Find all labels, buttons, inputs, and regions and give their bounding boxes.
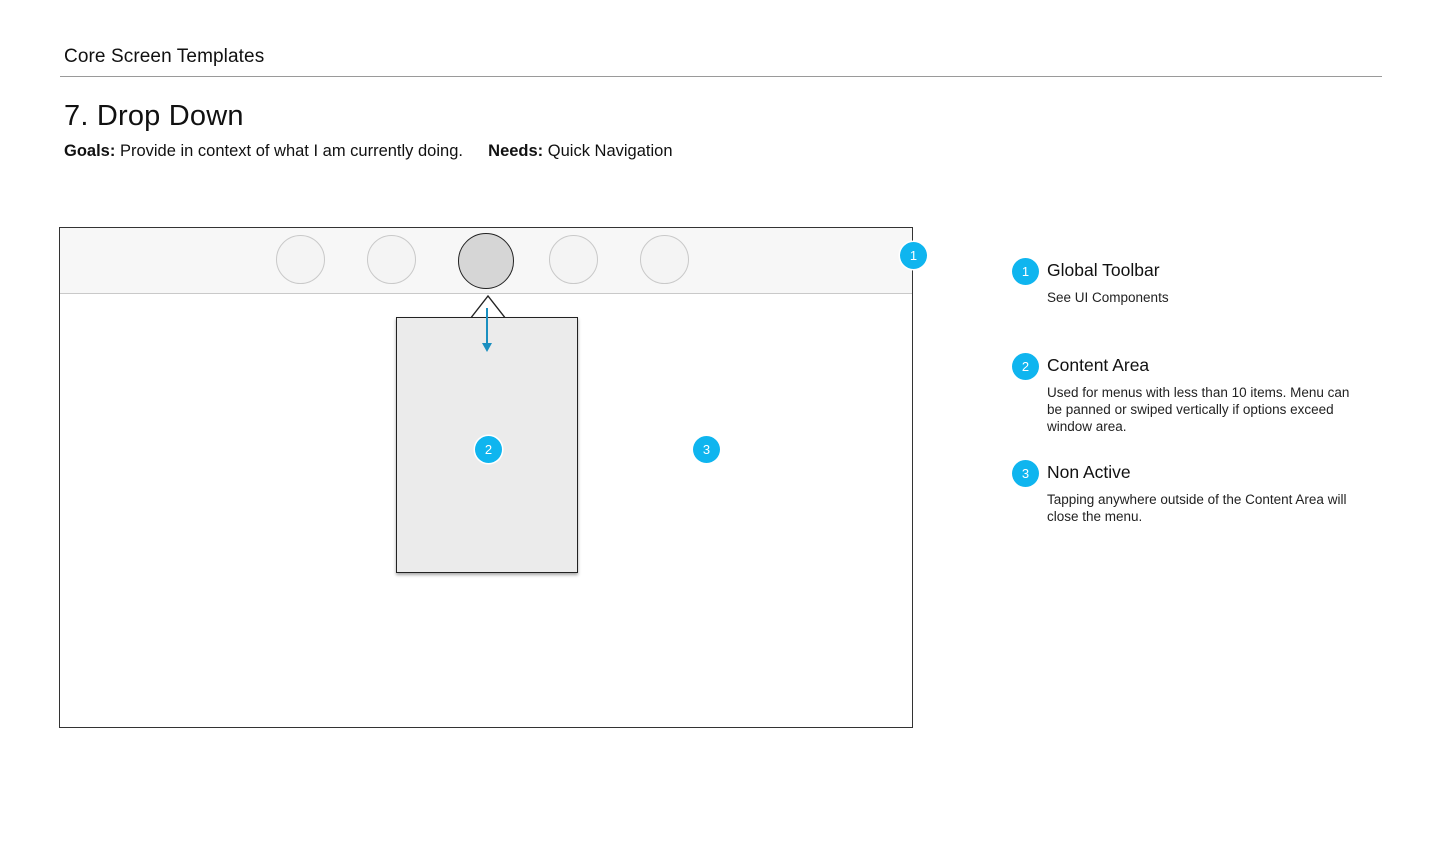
legend-marker-1: 1 <box>1012 258 1039 285</box>
legend-title: Content Area <box>1047 355 1150 375</box>
section-divider <box>60 76 1382 77</box>
goals-label: Goals: <box>64 142 116 160</box>
drop-down-arrow-icon <box>480 307 494 353</box>
goals-needs-line <box>64 142 673 161</box>
needs-text: Quick Navigation <box>547 142 673 160</box>
legend-marker-2: 2 <box>1012 353 1039 380</box>
screen-mockup <box>59 227 918 728</box>
legend-marker-3: 3 <box>1012 460 1039 487</box>
page-title: 7. Drop Down <box>64 100 244 132</box>
needs-label: Needs: <box>488 142 544 160</box>
toolbar-button-4[interactable] <box>549 235 598 284</box>
goals-text: Provide in context of what I am currently doing. <box>119 142 463 160</box>
toolbar-button-2[interactable] <box>367 235 416 284</box>
global-toolbar <box>60 228 912 294</box>
marker-content-area: 2 <box>475 436 502 463</box>
section-title: Core Screen Templates <box>64 46 265 67</box>
toolbar-button-1[interactable] <box>276 235 325 284</box>
toolbar-button-5[interactable] <box>640 235 689 284</box>
legend-title: Global Toolbar <box>1047 260 1160 280</box>
legend-title: Non Active <box>1047 462 1131 482</box>
toolbar-button-3-active[interactable] <box>458 233 514 289</box>
legend-description: Tapping anywhere outside of the Content Area will close the menu. <box>1047 492 1347 524</box>
legend-description: See UI Components <box>1047 290 1169 305</box>
marker-non-active: 3 <box>693 436 720 463</box>
marker-toolbar: 1 <box>900 242 927 269</box>
legend-description: Used for menus with less than 10 items. Menu can be panned or swiped vertically if options exceed window area. <box>1047 385 1350 434</box>
